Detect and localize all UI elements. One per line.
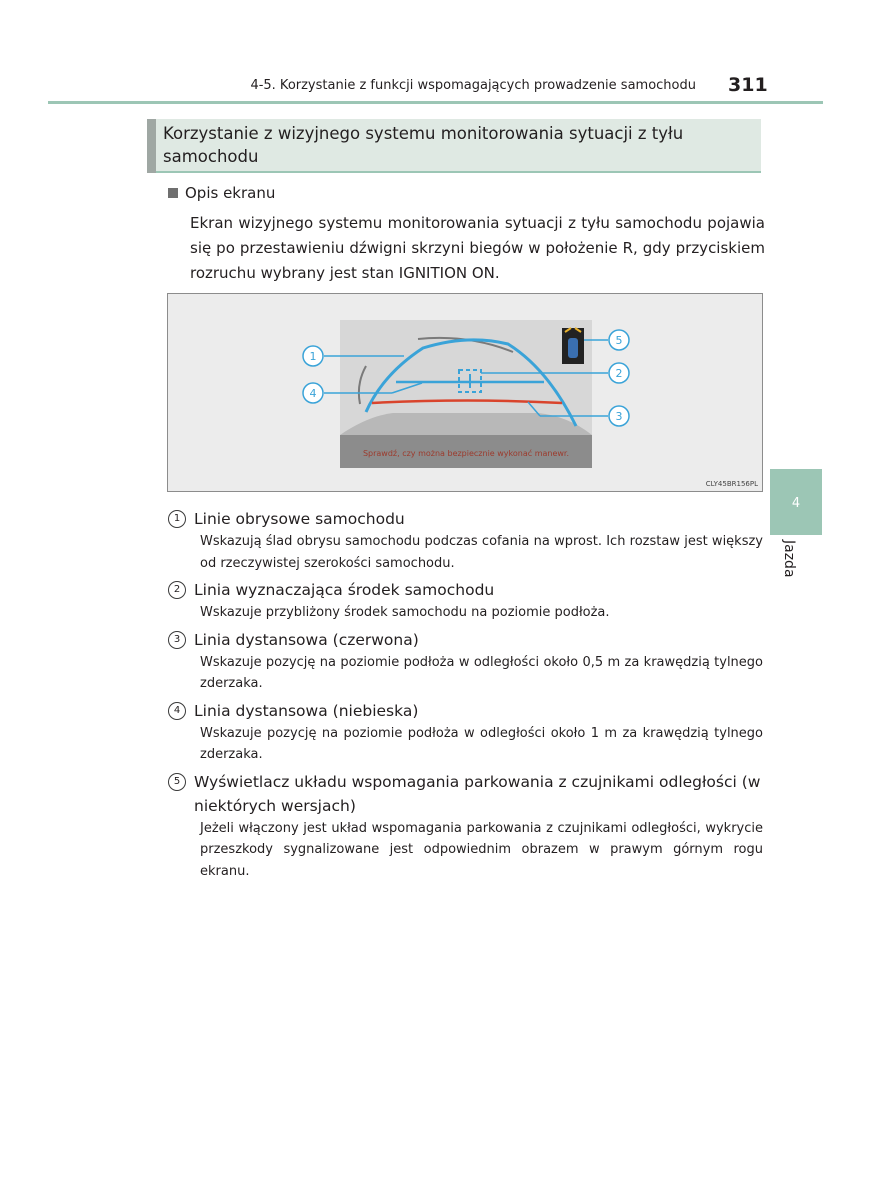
list-item: [168, 578, 768, 624]
list-item: [168, 507, 768, 574]
item-description: Wskazuje przybliżony środek samochodu na poziomie podłoża.: [200, 605, 610, 620]
list-item: [168, 628, 768, 695]
callout-label-3: 3: [615, 410, 623, 423]
item-title: Linia wyznaczająca środek samochodu: [194, 581, 495, 599]
item-number-badge: 4: [168, 702, 186, 720]
item-number-badge: 2: [168, 581, 186, 599]
running-header: 4-5. Korzystanie z funkcji wspomagających prowadzenie samochodu: [250, 78, 696, 93]
subsection-heading: [168, 184, 275, 202]
item-title: Linia dystansowa (czerwona): [194, 630, 419, 649]
item-title: Linia dystansowa (niebieska): [194, 701, 419, 720]
figure-code: CLY45BR156PL: [705, 480, 758, 488]
list-item: [168, 699, 768, 766]
intro-paragraph: Ekran wizyjnego systemu monitorowania sytuacji z tyłu samochodu pojawia się po przestawieniu dźwigni skrzyni biegów w położenie R, gdy przyciskiem rozruchu wybrany jest stan IGNITION ON.: [190, 214, 765, 282]
page-number: 311: [728, 74, 768, 96]
item-number-badge: 5: [168, 773, 186, 791]
item-description: Wskazuje pozycję na poziomie podłoża w odległości około 0,5 m za krawędzią tylnego zderzaka.: [200, 654, 763, 691]
item-description: Wskazuje pozycję na poziomie podłoża w odległości około 1 m za krawędzią tylnego zderzaka.: [200, 725, 763, 762]
item-title: Wyświetlacz układu wspomagania parkowania z czujnikami odległości (w niektórych wersjach): [194, 772, 761, 815]
section-heading-bar: [147, 119, 156, 173]
camera-screen-illustration: [168, 294, 762, 491]
caution-message: Sprawdź, czy można bezpiecznie wykonać manewr.: [362, 449, 570, 458]
item-number-badge: 1: [168, 510, 186, 528]
list-item: [168, 770, 768, 883]
section-title: Korzystanie z wizyjnego systemu monitorowania sytuacji z tyłu samochodu: [163, 124, 684, 166]
callout-label-4: 4: [309, 387, 317, 400]
item-number-badge: 3: [168, 631, 186, 649]
callout-label-5: 5: [615, 334, 623, 347]
item-description: Wskazują ślad obrysu samochodu podczas cofania na wprost. Ich rozstaw jest większy od rzeczywistej szerokości samochodu.: [200, 534, 763, 571]
chapter-label: Jazda: [781, 540, 797, 578]
camera-screen-figure: [167, 293, 763, 492]
callout-label-1: 1: [309, 350, 317, 363]
item-description: Jeżeli włączony jest układ wspomagania parkowania z czujnikami odległości, wykrycie przeszkody sygnalizowane jest odpowiednim obrazem w prawym górnym rogu ekranu.: [200, 820, 763, 879]
section-heading-box: [147, 119, 761, 173]
chapter-number: 4: [791, 496, 801, 511]
car-icon: [568, 338, 578, 358]
item-list: [168, 507, 768, 886]
item-title: Linie obrysowe samochodu: [194, 510, 405, 528]
chapter-tab: [770, 469, 822, 535]
subsection-title: Opis ekranu: [185, 184, 276, 202]
square-bullet-icon: [168, 188, 178, 198]
callout-label-2: 2: [615, 367, 623, 380]
header-divider: [48, 101, 823, 104]
